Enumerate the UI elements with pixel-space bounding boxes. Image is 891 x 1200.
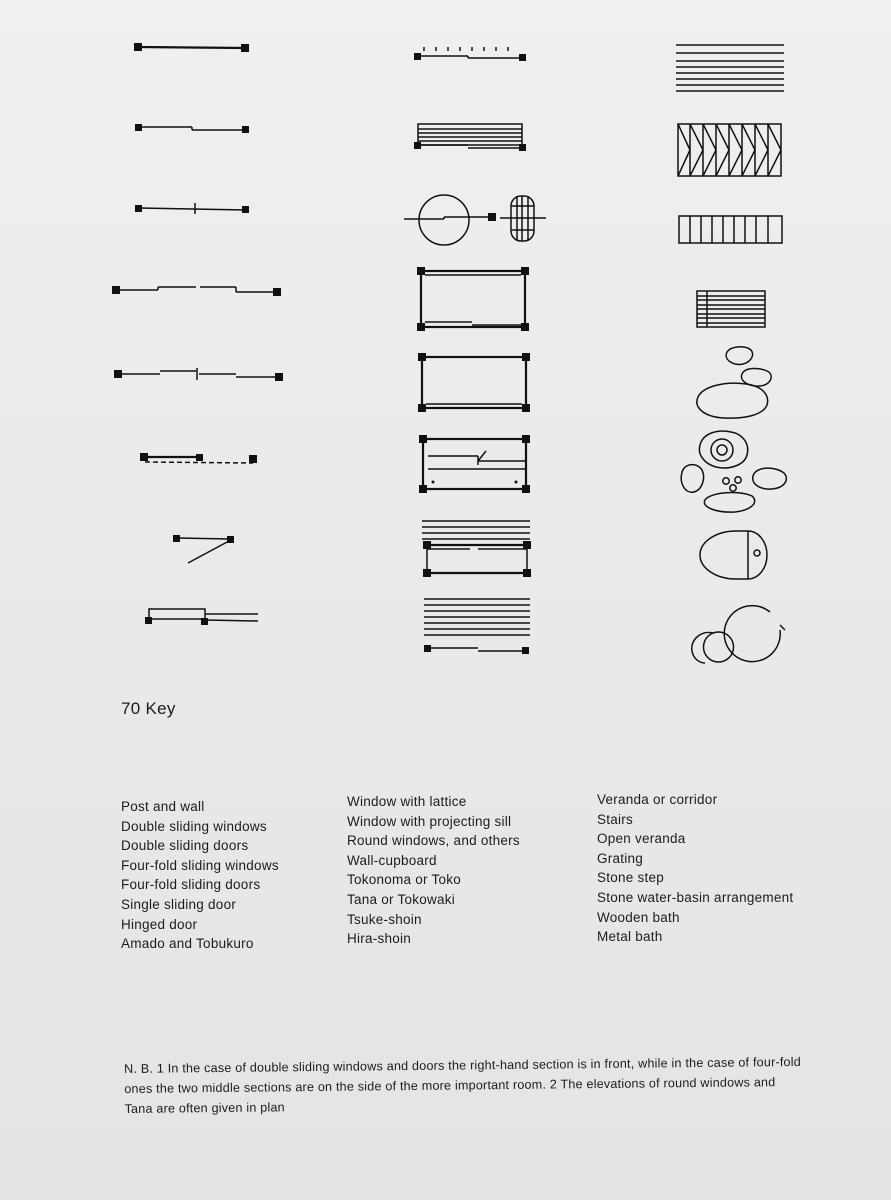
legend-item: Stone water-basin arrangement bbox=[597, 889, 794, 905]
symbol-tsuke-shoin bbox=[422, 521, 531, 577]
symbol-metal-bath bbox=[692, 606, 785, 663]
legend-item: Window with projecting sill bbox=[347, 813, 512, 829]
symbol-stairs bbox=[678, 124, 781, 176]
symbol-amado-and-tobukuro bbox=[145, 609, 258, 625]
symbol-round-windows bbox=[404, 195, 546, 245]
legend-item: Double sliding windows bbox=[121, 818, 267, 834]
legend-item: Grating bbox=[597, 850, 644, 866]
symbol-window-with-projecting-sill bbox=[414, 124, 526, 151]
legend-item: Four-fold sliding doors bbox=[121, 877, 261, 893]
symbol-single-sliding-door bbox=[140, 453, 257, 463]
symbol-four-fold-sliding-windows bbox=[112, 286, 281, 296]
legend-item: Metal bath bbox=[597, 929, 663, 945]
legend-column-3 bbox=[597, 790, 793, 947]
legend-item: Tsuke-shoin bbox=[347, 911, 422, 927]
legend-column-2 bbox=[347, 792, 520, 949]
legend-item: Open veranda bbox=[597, 831, 686, 847]
symbol-grating bbox=[697, 291, 765, 327]
legend-item: Veranda or corridor bbox=[597, 792, 718, 807]
legend-item: Amado and Tobukuro bbox=[121, 936, 254, 952]
symbol-hira-shoin bbox=[424, 599, 530, 654]
legend-item: Hinged door bbox=[121, 916, 198, 932]
symbol-double-sliding-doors bbox=[135, 203, 249, 214]
symbol-veranda-or-corridor bbox=[676, 45, 784, 91]
symbol-wooden-bath bbox=[700, 531, 767, 579]
symbol-tokonoma bbox=[418, 353, 530, 412]
symbol-stone-water-basin bbox=[681, 431, 786, 512]
footnote: N. B. 1 In the case of double sliding windows and doors the right-hand section is in front, while in the case of four-fold ones the two middle sections are on the side of the more important room. 2 The elevations of round windows and Tana are often given in plan bbox=[124, 1054, 802, 1116]
legend-item: Window with lattice bbox=[347, 794, 467, 809]
symbol-window-with-lattice bbox=[414, 47, 526, 61]
symbol-wall-cupboard bbox=[417, 267, 529, 331]
legend-item: Stone step bbox=[597, 870, 665, 886]
legend-column-1 bbox=[121, 797, 279, 954]
symbol-open-veranda bbox=[679, 216, 782, 243]
symbol-hinged-door bbox=[173, 535, 234, 563]
legend-item: Stairs bbox=[597, 811, 634, 827]
legend-item: Single sliding door bbox=[121, 896, 237, 912]
legend-item: Post and wall bbox=[121, 799, 205, 814]
legend-item: Hira-shoin bbox=[347, 931, 412, 947]
symbol-double-sliding-windows bbox=[135, 124, 249, 133]
symbol-four-fold-sliding-doors bbox=[114, 368, 283, 381]
legend-item: Four-fold sliding windows bbox=[121, 857, 279, 873]
legend-item: Tokonoma or Toko bbox=[347, 872, 462, 888]
legend-item: Tana or Tokowaki bbox=[347, 891, 456, 907]
symbol-tana bbox=[419, 435, 530, 493]
symbol-stone-step bbox=[697, 347, 771, 418]
symbol-post-and-wall bbox=[134, 43, 249, 52]
legend-item: Wall-cupboard bbox=[347, 852, 437, 868]
legend-item: Wooden bath bbox=[597, 909, 680, 925]
legend-item: Round windows, and others bbox=[347, 833, 520, 849]
figure-caption: 70 Key bbox=[121, 699, 176, 718]
legend-item: Double sliding doors bbox=[121, 838, 249, 854]
